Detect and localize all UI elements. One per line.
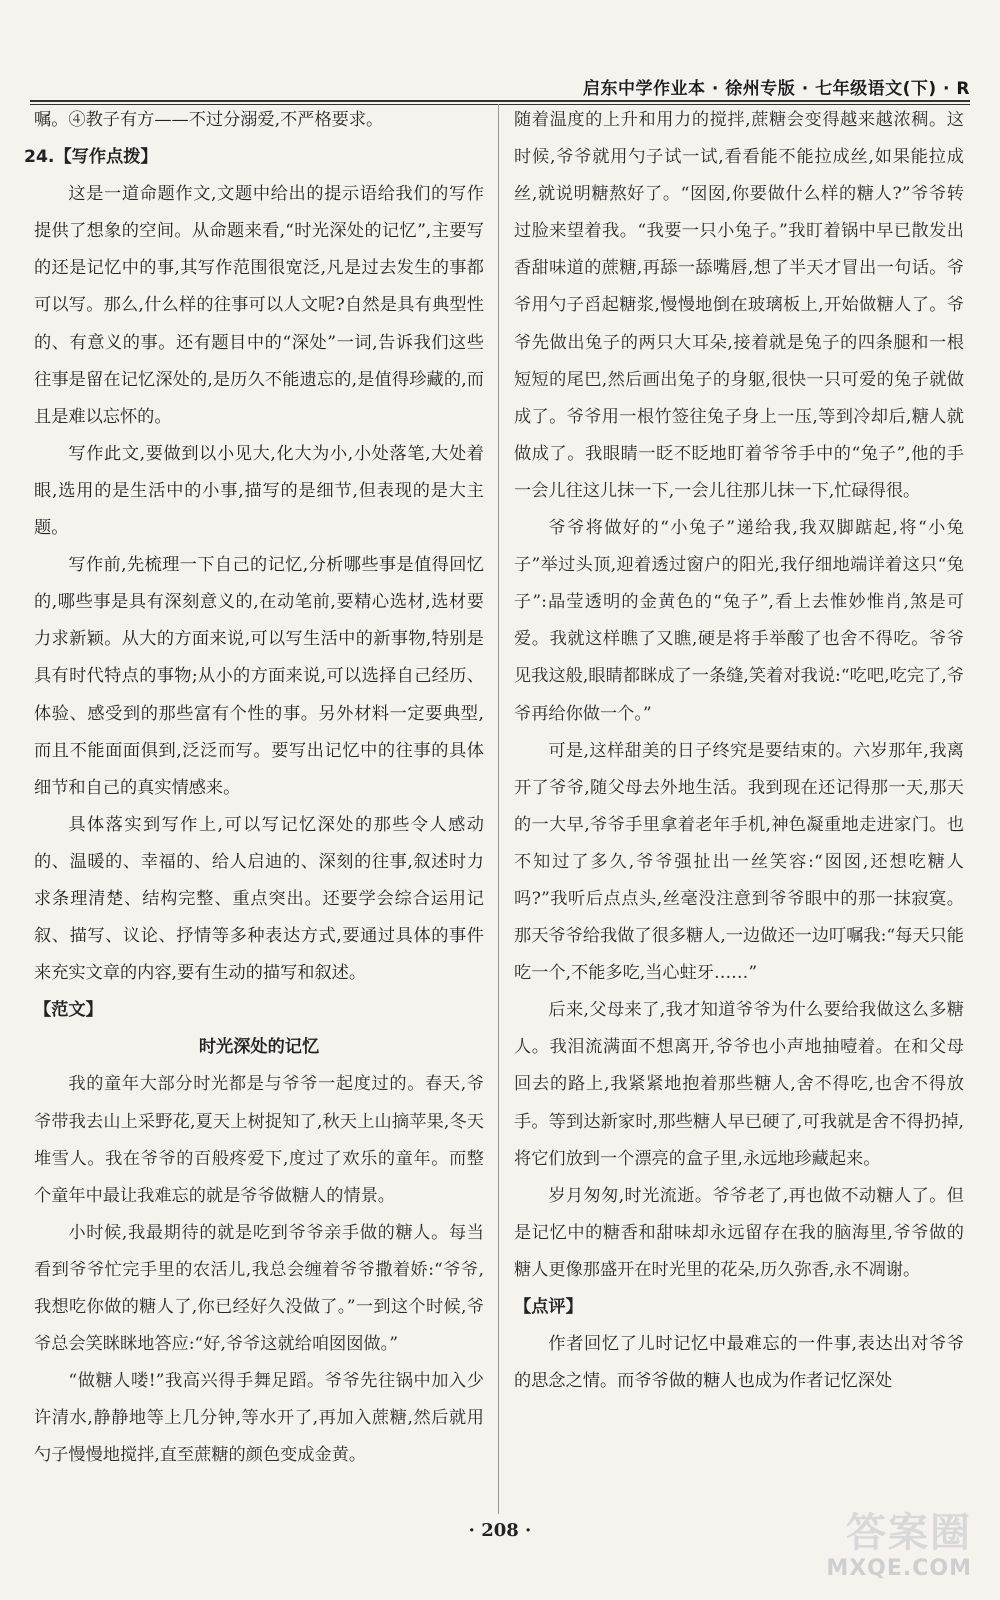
model-essay-heading: 【范文】 xyxy=(34,1000,103,1021)
writing-tips-heading: 24.【写作点拨】 xyxy=(24,147,158,168)
essay-paragraph-1: 我的童年大部分时光都是与爷爷一起度过的。春天,爷爷带我去山上采野花,夏天上树捉知了,秋天上山摘苹果,冬天堆雪人。我在爷爷的百般疼爱下,度过了欢乐的童年。而整个童年中最让我难忘的就是爷爷做糖人的情景。 xyxy=(34,1074,484,1206)
essay-paragraph-4: 爷爷将做好的“小兔子”递给我,我双脚踮起,将“小兔子”举过头顶,迎着透过窗户的阳光,我仔细地端详着这只“兔子”:晶莹透明的金黄色的“兔子”,看上去惟妙惟肖,煞是可爱。我就这样瞧了又瞧,硬是将手举酸了也舍不得吃。爷爷见我这般,眼睛都眯成了一条缝,笑着对我说:“吃吧,吃完了,爷爷再给你做一个。” xyxy=(514,518,964,724)
column-divider xyxy=(498,104,499,1514)
tips-paragraph-1: 这是一道命题作文,文题中给出的提示语给我们的写作提供了想象的空间。从命题来看,“时光深处的记忆”,主要写的还是记忆中的事,其写作范围很宽泛,凡是过去发生的事都可以写。那么,什么样的往事可以人文呢?自然是具有典型性的、有意义的事。还有题目中的“深处”一词,告诉我们这些往事是留在记忆深处的,是历久不能遗忘的,是值得珍藏的,而且是难以忘怀的。 xyxy=(34,184,484,427)
right-column xyxy=(514,102,964,1560)
essay-title: 时光深处的记忆 xyxy=(198,1037,320,1058)
page-number: · 208 · xyxy=(468,1520,532,1541)
site-watermark xyxy=(802,1510,972,1590)
essay-paragraph-2: 小时候,我最期待的就是吃到爷爷亲手做的糖人。每当看到爷爷忙完手里的农活儿,我总会缠着爷爷撒着娇:“爷爷,我想吃你做的糖人了,你已经好久没做了。”一到这个时候,爷爷总会笑眯眯地答应:“好,爷爷这就给咱囡囡做。” xyxy=(34,1222,484,1355)
commentary-paragraph: 作者回忆了儿时记忆中最难忘的一件事,表达出对爷爷的思念之情。而爷爷做的糖人也成为作者记忆深处 xyxy=(514,1334,964,1392)
tips-paragraph-2: 写作此文,要做到以小见大,化大为小,小处落笔,大处着眼,选用的是生活中的小事,描写的是细节,但表现的是大主题。 xyxy=(34,443,484,539)
watermark-logo: 答案圈 xyxy=(846,1510,972,1556)
left-column xyxy=(24,102,484,1560)
watermark-site-text: MXQE.COM xyxy=(826,1556,972,1581)
commentary-heading: 【点评】 xyxy=(514,1297,583,1317)
essay-paragraph-3: “做糖人喽!”我高兴得手舞足蹈。爷爷先往锅中加入少许清水,静静地等上几分钟,等水开了,再加入蔗糖,然后就用勺子慢慢地搅拌,直至蔗糖的颜色变成金黄。 xyxy=(34,1371,484,1466)
tips-paragraph-4: 具体落实到写作上,可以写记忆深处的那些令人感动的、温暖的、幸福的、给人启迪的、深刻的往事,叙述时力求条理清楚、结构完整、重点突出。还要学会综合运用记叙、描写、议论、抒情等多种表达方式,要通过具体的事件来充实文章的内容,要有生动的描写和叙述。 xyxy=(34,814,484,984)
page-header: 启东中学作业本 · 徐州专版 · 七年级语文(下) · R xyxy=(582,79,970,99)
tips-paragraph-3: 写作前,先梳理一下自己的记忆,分析哪些事是值得回忆的,哪些事是具有深刻意义的,在动笔前,要精心选材,选材要力求新颖。从大的方面来说,可以写生活中的新事物,特别是具有时代特点的事物;从小的方面来说,可以选择自己经历、体验、感受到的那些富有个性的事。另外材料一定要典型,而且不能面面俱到,泛泛而写。要写出记忆中的往事的具体细节和自己的真实情感来。 xyxy=(34,555,484,798)
essay-paragraph-3-continued: 随着温度的上升和用力的搅拌,蔗糖会变得越来越浓稠。这时候,爷爷就用勺子试一试,看看能不能拉成丝,如果能拉成丝,就说明糖熬好了。“囡囡,你要做什么样的糖人?”爷爷转过脸来望着我。“我要一只小兔子。”我盯着锅中早已散发出香甜味道的蔗糖,再舔一舔嘴唇,想了半天才冒出一句话。爷爷用勺子舀起糖浆,慢慢地倒在玻璃板上,开始做糖人了。爷爷先做出兔子的两只大耳朵,接着就是兔子的四条腿和一根短短的尾巴,然后画出兔子的身躯,很快一只可爱的兔子就做成了。爷爷用一根竹签往兔子身上一压,等到冷却后,糖人就做成了。我眼睛一眨不眨地盯着爷爷手中的“兔子”,他的手一会儿往这儿抹一下,一会儿往那儿抹一下,忙碌得很。 xyxy=(514,110,964,501)
previous-answer-tail: 嘱。④教子有方——不过分溺爱,不严格要求。 xyxy=(34,110,384,130)
essay-paragraph-7: 岁月匆匆,时光流逝。爷爷老了,再也做不动糖人了。但是记忆中的糖香和甜味却永远留存在我的脑海里,爷爷做的糖人更像那盛开在时光里的花朵,历久弥香,永不凋谢。 xyxy=(514,1185,964,1280)
essay-paragraph-6: 后来,父母来了,我才知道爷爷为什么要给我做这么多糖人。我泪流满面不想离开,爷爷也小声地抽噎着。在和父母回去的路上,我紧紧地抱着那些糖人,舍不得吃,也舍不得放手。等到达新家时,那些糖人早已硬了,可我就是舍不得扔掉,将它们放到一个漂亮的盒子里,永远地珍藏起来。 xyxy=(514,1000,964,1169)
essay-paragraph-5: 可是,这样甜美的日子终究是要结束的。六岁那年,我离开了爷爷,随父母去外地生活。我到现在还记得那一天,那天的一大早,爷爷手里拿着老年手机,神色凝重地走进家门。也不知过了多久,爷爷强扯出一丝笑容:“囡囡,还想吃糖人吗?”我听后点点头,丝毫没注意到爷爷眼中的那一抹寂寞。那天爷爷给我做了很多糖人,一边做还一边叮嘱我:“每天只能吃一个,不能多吃,当心蛀牙……” xyxy=(514,740,964,984)
